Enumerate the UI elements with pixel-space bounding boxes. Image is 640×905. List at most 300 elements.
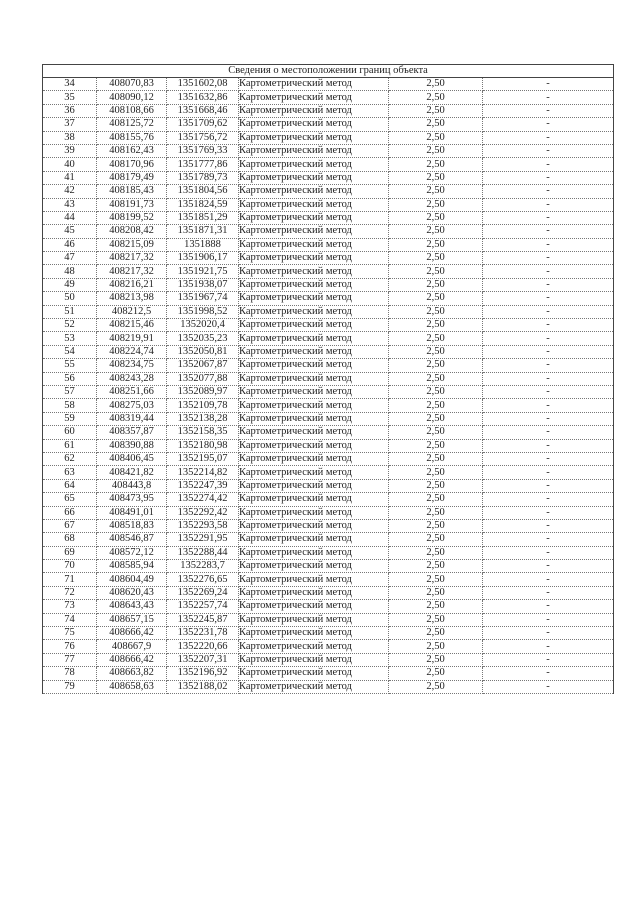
table-row [43, 680, 614, 693]
y-coordinate-cell: 1352247,39 [167, 479, 239, 492]
accuracy-cell: 2,50 [389, 560, 483, 573]
accuracy-cell: 2,50 [389, 546, 483, 559]
point-number-cell: 53 [43, 332, 97, 345]
point-number-cell: 63 [43, 466, 97, 479]
accuracy-cell: 2,50 [389, 131, 483, 144]
x-coordinate-cell: 408620,43 [97, 586, 167, 599]
point-number-cell: 50 [43, 292, 97, 305]
accuracy-cell: 2,50 [389, 91, 483, 104]
table-row [43, 533, 614, 546]
table-row [43, 118, 614, 131]
y-coordinate-cell: 1351769,33 [167, 144, 239, 157]
note-cell: - [483, 171, 614, 184]
x-coordinate-cell: 408406,45 [97, 452, 167, 465]
method-cell: Картометрический метод [239, 506, 389, 519]
point-number-cell: 54 [43, 345, 97, 358]
method-cell: Картометрический метод [239, 546, 389, 559]
method-cell: Картометрический метод [239, 131, 389, 144]
x-coordinate-cell: 408155,76 [97, 131, 167, 144]
method-cell: Картометрический метод [239, 533, 389, 546]
note-cell: - [483, 627, 614, 640]
accuracy-cell: 2,50 [389, 198, 483, 211]
method-cell: Картометрический метод [239, 412, 389, 425]
x-coordinate-cell: 408663,82 [97, 667, 167, 680]
point-number-cell: 34 [43, 78, 97, 91]
accuracy-cell: 2,50 [389, 332, 483, 345]
accuracy-cell: 2,50 [389, 211, 483, 224]
point-number-cell: 73 [43, 600, 97, 613]
x-coordinate-cell: 408643,43 [97, 600, 167, 613]
table-row [43, 640, 614, 653]
method-cell: Картометрический метод [239, 198, 389, 211]
note-cell: - [483, 332, 614, 345]
method-cell: Картометрический метод [239, 104, 389, 117]
accuracy-cell: 2,50 [389, 305, 483, 318]
point-number-cell: 77 [43, 653, 97, 666]
method-cell: Картометрический метод [239, 238, 389, 251]
table-row [43, 452, 614, 465]
note-cell: - [483, 359, 614, 372]
table-row [43, 292, 614, 305]
x-coordinate-cell: 408212,5 [97, 305, 167, 318]
point-number-cell: 48 [43, 265, 97, 278]
accuracy-cell: 2,50 [389, 466, 483, 479]
x-coordinate-cell: 408390,88 [97, 439, 167, 452]
y-coordinate-cell: 1352180,98 [167, 439, 239, 452]
method-cell: Картометрический метод [239, 560, 389, 573]
x-coordinate-cell: 408234,75 [97, 359, 167, 372]
y-coordinate-cell: 1351906,17 [167, 252, 239, 265]
method-cell: Картометрический метод [239, 211, 389, 224]
y-coordinate-cell: 1351804,56 [167, 185, 239, 198]
accuracy-cell: 2,50 [389, 399, 483, 412]
y-coordinate-cell: 1351602,08 [167, 78, 239, 91]
method-cell: Картометрический метод [239, 452, 389, 465]
accuracy-cell: 2,50 [389, 493, 483, 506]
method-cell: Картометрический метод [239, 426, 389, 439]
method-cell: Картометрический метод [239, 305, 389, 318]
table-body [43, 78, 614, 694]
note-cell: - [483, 399, 614, 412]
point-number-cell: 69 [43, 546, 97, 559]
accuracy-cell: 2,50 [389, 680, 483, 693]
note-cell: - [483, 385, 614, 398]
y-coordinate-cell: 1351756,72 [167, 131, 239, 144]
accuracy-cell: 2,50 [389, 265, 483, 278]
y-coordinate-cell: 1352077,88 [167, 372, 239, 385]
x-coordinate-cell: 408108,66 [97, 104, 167, 117]
x-coordinate-cell: 408319,44 [97, 412, 167, 425]
x-coordinate-cell: 408179,49 [97, 171, 167, 184]
note-cell: - [483, 426, 614, 439]
y-coordinate-cell: 1351709,62 [167, 118, 239, 131]
point-number-cell: 37 [43, 118, 97, 131]
method-cell: Картометрический метод [239, 680, 389, 693]
accuracy-cell: 2,50 [389, 653, 483, 666]
point-number-cell: 56 [43, 372, 97, 385]
table-row [43, 305, 614, 318]
method-cell: Картометрический метод [239, 252, 389, 265]
table-row [43, 345, 614, 358]
accuracy-cell: 2,50 [389, 225, 483, 238]
table-row [43, 225, 614, 238]
point-number-cell: 60 [43, 426, 97, 439]
point-number-cell: 40 [43, 158, 97, 171]
method-cell: Картометрический метод [239, 640, 389, 653]
note-cell: - [483, 185, 614, 198]
table-row [43, 265, 614, 278]
x-coordinate-cell: 408243,28 [97, 372, 167, 385]
y-coordinate-cell: 1351921,75 [167, 265, 239, 278]
note-cell: - [483, 586, 614, 599]
y-coordinate-cell: 1352050,81 [167, 345, 239, 358]
x-coordinate-cell: 408421,82 [97, 466, 167, 479]
y-coordinate-cell: 1352283,7 [167, 560, 239, 573]
accuracy-cell: 2,50 [389, 600, 483, 613]
note-cell: - [483, 252, 614, 265]
table-row [43, 466, 614, 479]
point-number-cell: 51 [43, 305, 97, 318]
method-cell: Картометрический метод [239, 519, 389, 532]
point-number-cell: 47 [43, 252, 97, 265]
table-row [43, 158, 614, 171]
x-coordinate-cell: 408251,66 [97, 385, 167, 398]
y-coordinate-cell: 1352231,78 [167, 627, 239, 640]
y-coordinate-cell: 1351789,73 [167, 171, 239, 184]
note-cell: - [483, 519, 614, 532]
method-cell: Картометрический метод [239, 667, 389, 680]
accuracy-cell: 2,50 [389, 144, 483, 157]
y-coordinate-cell: 1352067,87 [167, 359, 239, 372]
point-number-cell: 49 [43, 278, 97, 291]
table-row [43, 667, 614, 680]
y-coordinate-cell: 1352195,07 [167, 452, 239, 465]
y-coordinate-cell: 1351851,29 [167, 211, 239, 224]
accuracy-cell: 2,50 [389, 573, 483, 586]
note-cell: - [483, 613, 614, 626]
note-cell: - [483, 265, 614, 278]
y-coordinate-cell: 1352188,02 [167, 680, 239, 693]
x-coordinate-cell: 408473,95 [97, 493, 167, 506]
x-coordinate-cell: 408443,8 [97, 479, 167, 492]
note-cell: - [483, 278, 614, 291]
accuracy-cell: 2,50 [389, 171, 483, 184]
note-cell: - [483, 225, 614, 238]
point-number-cell: 55 [43, 359, 97, 372]
table-row [43, 198, 614, 211]
method-cell: Картометрический метод [239, 78, 389, 91]
note-cell: - [483, 493, 614, 506]
note-cell: - [483, 198, 614, 211]
note-cell: - [483, 439, 614, 452]
table-row [43, 278, 614, 291]
accuracy-cell: 2,50 [389, 640, 483, 653]
method-cell: Картометрический метод [239, 171, 389, 184]
note-cell: - [483, 479, 614, 492]
y-coordinate-cell: 1352291,95 [167, 533, 239, 546]
note-cell: - [483, 144, 614, 157]
x-coordinate-cell: 408070,83 [97, 78, 167, 91]
point-number-cell: 79 [43, 680, 97, 693]
point-number-cell: 78 [43, 667, 97, 680]
y-coordinate-cell: 1351871,31 [167, 225, 239, 238]
point-number-cell: 72 [43, 586, 97, 599]
x-coordinate-cell: 408208,42 [97, 225, 167, 238]
table-row [43, 185, 614, 198]
point-number-cell: 70 [43, 560, 97, 573]
point-number-cell: 57 [43, 385, 97, 398]
x-coordinate-cell: 408125,72 [97, 118, 167, 131]
accuracy-cell: 2,50 [389, 452, 483, 465]
x-coordinate-cell: 408219,91 [97, 332, 167, 345]
y-coordinate-cell: 1352292,42 [167, 506, 239, 519]
note-cell: - [483, 118, 614, 131]
accuracy-cell: 2,50 [389, 238, 483, 251]
method-cell: Картометрический метод [239, 185, 389, 198]
point-number-cell: 59 [43, 412, 97, 425]
x-coordinate-cell: 408491,01 [97, 506, 167, 519]
point-number-cell: 65 [43, 493, 97, 506]
method-cell: Картометрический метод [239, 319, 389, 332]
accuracy-cell: 2,50 [389, 385, 483, 398]
x-coordinate-cell: 408572,12 [97, 546, 167, 559]
method-cell: Картометрический метод [239, 225, 389, 238]
note-cell: - [483, 653, 614, 666]
note-cell: - [483, 372, 614, 385]
table-row [43, 91, 614, 104]
y-coordinate-cell: 1352274,42 [167, 493, 239, 506]
method-cell: Картометрический метод [239, 345, 389, 358]
accuracy-cell: 2,50 [389, 185, 483, 198]
note-cell: - [483, 533, 614, 546]
note-cell: - [483, 452, 614, 465]
table-row [43, 412, 614, 425]
method-cell: Картометрический метод [239, 144, 389, 157]
table-row [43, 426, 614, 439]
y-coordinate-cell: 1351998,52 [167, 305, 239, 318]
x-coordinate-cell: 408162,43 [97, 144, 167, 157]
y-coordinate-cell: 1352138,28 [167, 412, 239, 425]
point-number-cell: 76 [43, 640, 97, 653]
point-number-cell: 61 [43, 439, 97, 452]
point-number-cell: 36 [43, 104, 97, 117]
y-coordinate-cell: 1352220,66 [167, 640, 239, 653]
note-cell: - [483, 104, 614, 117]
y-coordinate-cell: 1352269,24 [167, 586, 239, 599]
note-cell: - [483, 600, 614, 613]
method-cell: Картометрический метод [239, 372, 389, 385]
y-coordinate-cell: 1351967,74 [167, 292, 239, 305]
table-row [43, 131, 614, 144]
accuracy-cell: 2,50 [389, 319, 483, 332]
note-cell: - [483, 78, 614, 91]
point-number-cell: 64 [43, 479, 97, 492]
x-coordinate-cell: 408666,42 [97, 627, 167, 640]
table-title-row [43, 65, 614, 78]
point-number-cell: 58 [43, 399, 97, 412]
point-number-cell: 45 [43, 225, 97, 238]
point-number-cell: 74 [43, 613, 97, 626]
method-cell: Картометрический метод [239, 278, 389, 291]
method-cell: Картометрический метод [239, 613, 389, 626]
table-row [43, 493, 614, 506]
accuracy-cell: 2,50 [389, 506, 483, 519]
x-coordinate-cell: 408215,46 [97, 319, 167, 332]
note-cell: - [483, 305, 614, 318]
y-coordinate-cell: 1352288,44 [167, 546, 239, 559]
note-cell: - [483, 292, 614, 305]
method-cell: Картометрический метод [239, 586, 389, 599]
method-cell: Картометрический метод [239, 479, 389, 492]
table-row [43, 171, 614, 184]
table-row [43, 653, 614, 666]
accuracy-cell: 2,50 [389, 479, 483, 492]
y-coordinate-cell: 1352196,92 [167, 667, 239, 680]
y-coordinate-cell: 1352245,87 [167, 613, 239, 626]
x-coordinate-cell: 408170,96 [97, 158, 167, 171]
note-cell: - [483, 345, 614, 358]
note-cell: - [483, 91, 614, 104]
point-number-cell: 41 [43, 171, 97, 184]
table-row [43, 211, 614, 224]
note-cell: - [483, 131, 614, 144]
table-row [43, 613, 614, 626]
table-row [43, 546, 614, 559]
y-coordinate-cell: 1352109,78 [167, 399, 239, 412]
accuracy-cell: 2,50 [389, 345, 483, 358]
method-cell: Картометрический метод [239, 627, 389, 640]
x-coordinate-cell: 408667,9 [97, 640, 167, 653]
x-coordinate-cell: 408215,09 [97, 238, 167, 251]
boundary-coordinates-table [42, 64, 614, 694]
accuracy-cell: 2,50 [389, 118, 483, 131]
accuracy-cell: 2,50 [389, 533, 483, 546]
note-cell: - [483, 680, 614, 693]
accuracy-cell: 2,50 [389, 412, 483, 425]
note-cell: - [483, 412, 614, 425]
x-coordinate-cell: 408546,87 [97, 533, 167, 546]
point-number-cell: 35 [43, 91, 97, 104]
table-row [43, 385, 614, 398]
y-coordinate-cell: 1352158,35 [167, 426, 239, 439]
y-coordinate-cell: 1352276,65 [167, 573, 239, 586]
table-row [43, 506, 614, 519]
method-cell: Картометрический метод [239, 385, 389, 398]
accuracy-cell: 2,50 [389, 586, 483, 599]
accuracy-cell: 2,50 [389, 104, 483, 117]
accuracy-cell: 2,50 [389, 627, 483, 640]
x-coordinate-cell: 408216,21 [97, 278, 167, 291]
y-coordinate-cell: 1352257,74 [167, 600, 239, 613]
y-coordinate-cell: 1351632,86 [167, 91, 239, 104]
accuracy-cell: 2,50 [389, 426, 483, 439]
table-row [43, 586, 614, 599]
point-number-cell: 71 [43, 573, 97, 586]
point-number-cell: 39 [43, 144, 97, 157]
table-row [43, 359, 614, 372]
y-coordinate-cell: 1352035,23 [167, 332, 239, 345]
point-number-cell: 75 [43, 627, 97, 640]
x-coordinate-cell: 408199,52 [97, 211, 167, 224]
y-coordinate-cell: 1352293,58 [167, 519, 239, 532]
note-cell: - [483, 667, 614, 680]
x-coordinate-cell: 408657,15 [97, 613, 167, 626]
table-row [43, 372, 614, 385]
point-number-cell: 68 [43, 533, 97, 546]
accuracy-cell: 2,50 [389, 78, 483, 91]
point-number-cell: 66 [43, 506, 97, 519]
y-coordinate-cell: 1351938,07 [167, 278, 239, 291]
method-cell: Картометрический метод [239, 439, 389, 452]
accuracy-cell: 2,50 [389, 252, 483, 265]
table-row [43, 573, 614, 586]
method-cell: Картометрический метод [239, 466, 389, 479]
table-row [43, 560, 614, 573]
x-coordinate-cell: 408090,12 [97, 91, 167, 104]
method-cell: Картометрический метод [239, 493, 389, 506]
accuracy-cell: 2,50 [389, 613, 483, 626]
x-coordinate-cell: 408213,98 [97, 292, 167, 305]
note-cell: - [483, 506, 614, 519]
table-title: Сведения о местоположении границ объекта [43, 65, 614, 78]
method-cell: Картометрический метод [239, 573, 389, 586]
note-cell: - [483, 573, 614, 586]
point-number-cell: 43 [43, 198, 97, 211]
point-number-cell: 44 [43, 211, 97, 224]
method-cell: Картометрический метод [239, 332, 389, 345]
y-coordinate-cell: 1352089,97 [167, 385, 239, 398]
method-cell: Картометрический метод [239, 91, 389, 104]
accuracy-cell: 2,50 [389, 278, 483, 291]
y-coordinate-cell: 1351824,59 [167, 198, 239, 211]
x-coordinate-cell: 408217,32 [97, 265, 167, 278]
note-cell: - [483, 560, 614, 573]
note-cell: - [483, 238, 614, 251]
table-row [43, 78, 614, 91]
method-cell: Картометрический метод [239, 600, 389, 613]
method-cell: Картометрический метод [239, 653, 389, 666]
accuracy-cell: 2,50 [389, 519, 483, 532]
note-cell: - [483, 640, 614, 653]
note-cell: - [483, 466, 614, 479]
y-coordinate-cell: 1352207,31 [167, 653, 239, 666]
x-coordinate-cell: 408217,32 [97, 252, 167, 265]
method-cell: Картометрический метод [239, 292, 389, 305]
x-coordinate-cell: 408185,43 [97, 185, 167, 198]
accuracy-cell: 2,50 [389, 359, 483, 372]
table-row [43, 104, 614, 117]
table-row [43, 238, 614, 251]
point-number-cell: 62 [43, 452, 97, 465]
method-cell: Картометрический метод [239, 265, 389, 278]
y-coordinate-cell: 1352020,4 [167, 319, 239, 332]
y-coordinate-cell: 1351888 [167, 238, 239, 251]
point-number-cell: 46 [43, 238, 97, 251]
note-cell: - [483, 546, 614, 559]
point-number-cell: 67 [43, 519, 97, 532]
x-coordinate-cell: 408518,83 [97, 519, 167, 532]
x-coordinate-cell: 408275,03 [97, 399, 167, 412]
note-cell: - [483, 211, 614, 224]
point-number-cell: 38 [43, 131, 97, 144]
point-number-cell: 42 [43, 185, 97, 198]
table-row [43, 144, 614, 157]
accuracy-cell: 2,50 [389, 372, 483, 385]
note-cell: - [483, 158, 614, 171]
point-number-cell: 52 [43, 319, 97, 332]
method-cell: Картометрический метод [239, 118, 389, 131]
x-coordinate-cell: 408191,73 [97, 198, 167, 211]
